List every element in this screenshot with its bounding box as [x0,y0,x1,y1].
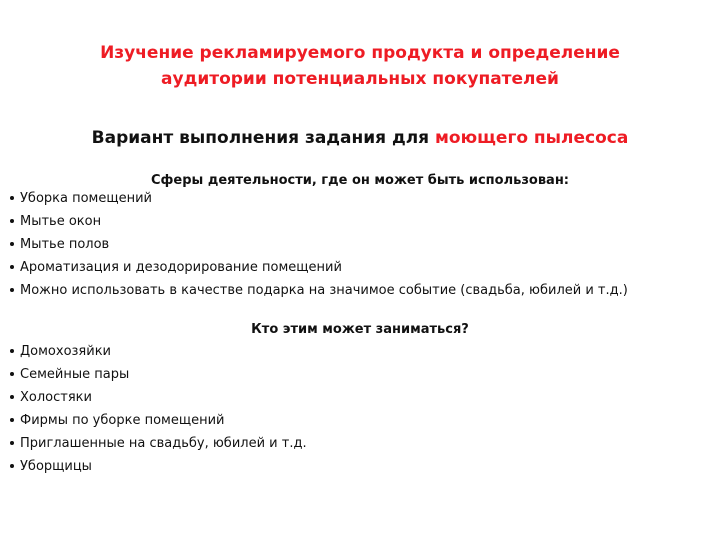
subtitle-prefix: Вариант выполнения задания для [91,128,436,148]
audience-list-item: Домохозяйки [8,340,713,363]
audience-list-item: Фирмы по уборке помещений [8,409,713,432]
audience-list-item: Уборщицы [8,455,713,478]
audience-list [8,340,713,478]
usage-list-item: Мытье окон [8,210,713,233]
slide-title-line-2: аудитории потенциальных покупателей [161,69,559,89]
slide-title [60,40,660,92]
audience-list-item: Семейные пары [8,363,713,386]
usage-list-item: Мытье полов [8,233,713,256]
audience-list-item: Холостяки [8,386,713,409]
usage-list-item: Можно использовать в качестве подарка на значимое событие (свадьба, юбилей и т.д.) [8,279,713,302]
audience-list-item: Приглашенные на свадьбу, юбилей и т.д. [8,432,713,455]
usage-heading: Сферы деятельности, где он может быть использован: [150,173,570,188]
usage-list-item: Уборка помещений [8,187,713,210]
usage-list [8,187,713,302]
audience-heading: Кто этим может заниматься? [251,322,469,337]
usage-list-item: Ароматизация и дезодорирование помещений [8,256,713,279]
slide-title-line-1: Изучение рекламируемого продукта и определение [100,43,620,63]
subtitle-highlight: моющего пылесоса [435,128,629,148]
slide-subtitle [20,126,700,150]
